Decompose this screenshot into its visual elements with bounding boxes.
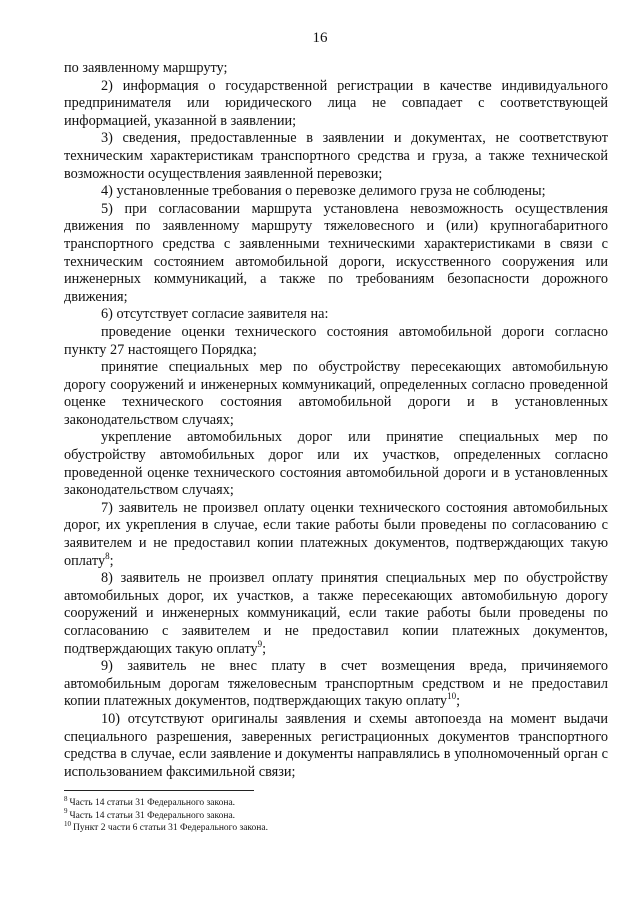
paragraph-7-text: 7) заявитель не произвел оплату оценки технического состояния автомобильных дорог, их укрепления в случае, если такие работы были проведены по согласованию с заявителем и не предоставил копии платежных документов, подтверждающих такую оплату: [64, 499, 608, 569]
paragraph-3: 3) сведения, предоставленные в заявлении и документах, не соответствуют техническим характеристикам транспортного средства и груза, а также технической возможности осуществления заявленной перевозки;: [64, 130, 608, 182]
paragraph-8-tail: ;: [262, 640, 267, 657]
footnote-number: 8: [64, 794, 68, 803]
paragraph-6: 6) отсутствует согласие заявителя на:: [101, 306, 329, 323]
footnote-text: Часть 14 статьи 31 Федерального закона.: [69, 798, 236, 808]
paragraph-4: 4) установленные требования о перевозке делимого груза не соблюдены;: [101, 183, 546, 200]
paragraph-1: по заявленному маршруту;: [64, 60, 228, 76]
page-number: 16: [312, 30, 328, 46]
footnotes: [64, 794, 604, 835]
paragraph-9-tail: ;: [456, 693, 461, 710]
paragraph-5: 5) при согласовании маршрута установлена невозможность осуществления движения по заявленному маршруту тяжеловесного и (или) крупногабаритного транспортного средства с заявленными техническими характеристиками в связи с техническим состоянием автомобильной дороги, искусственного сооружения или инженерных коммуникаций, а также по требованиям безопасности дорожного движения;: [64, 200, 608, 305]
footnote-9: [64, 807, 604, 823]
paragraph-8-text: 8) заявитель не произвел оплату принятия специальных мер по обустройству автомобильных дорог, их участков, а также пересекающих автомобильную дорогу сооружений и инженерных коммуникаций, если такие работы были проведены по согласованию с заявителем и не предоставил копии платежных документов, подтверждающих такую оплату: [64, 570, 608, 657]
paragraph-9: [64, 658, 608, 711]
footnote-text: Пункт 2 части 6 статьи 31 Федерального закона.: [73, 823, 268, 833]
paragraph-10: 10) отсутствуют оригиналы заявления и схемы автопоезда на момент выдачи специального разрешения, заверенных регистрационных документов транспортного средства в случае, если заявление и документы направлялись в уполномоченный орган с использованием факсимильной связи;: [64, 710, 608, 780]
footnote-ref-8: 8: [105, 550, 110, 561]
footnote-number: 9: [64, 807, 68, 816]
footnote-text: Часть 14 статьи 31 Федерального закона.: [69, 810, 236, 821]
paragraph-6-c: укрепление автомобильных дорог или принятие специальных мер по обустройству автомобильных дорог или их участков, определенных согласно проведенной оценке технического состояния автомобильной дороги и в установленных законодательством случаях;: [64, 429, 608, 499]
paragraph-6-b: принятие специальных мер по обустройству пересекающих автомобильную дорогу сооружений и инженерных коммуникаций, определенных согласно проведенной оценке технического состояния автомобильной дороги и в установленных законодательством случаях;: [64, 359, 608, 428]
footnote-number: 10: [64, 819, 71, 828]
paragraph-8: [64, 570, 608, 658]
paragraph-6-a: проведение оценки технического состояния автомобильной дороги согласно пункту 27 настоящего Порядка;: [64, 323, 608, 358]
paragraph-2: 2) информация о государственной регистрации в качестве индивидуального предпринимателя или юридического лица не совпадает с соответствующей информацией, указанной в заявлении;: [64, 77, 608, 129]
paragraph-9-text: 9) заявитель не внес плату в счет возмещения вреда, причиняемого автомобильным дорогам тяжеловесным транспортным средством и не предоставил копии платежных документов, подтверждающих такую оплату: [64, 658, 608, 710]
paragraph-7-tail: ;: [109, 552, 114, 569]
footnote-ref-9: 9: [257, 638, 263, 649]
footnote-divider: [64, 790, 254, 791]
footnote-10: [64, 819, 604, 835]
footnote-ref-10: 10: [447, 691, 457, 702]
footnote-8: [64, 794, 604, 810]
paragraph-7: [64, 500, 608, 570]
body-text: [64, 60, 608, 781]
